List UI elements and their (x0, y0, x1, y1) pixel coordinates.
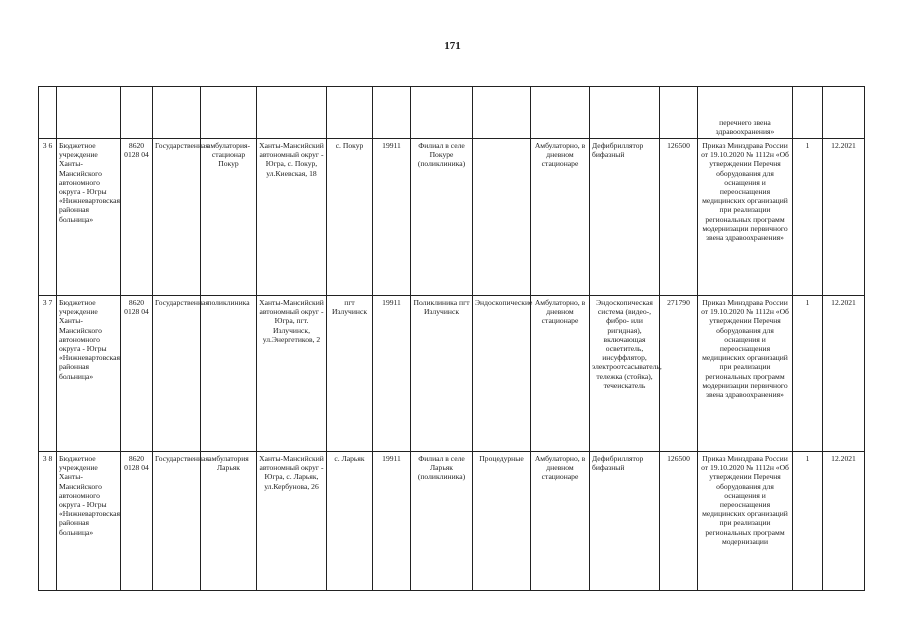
quantity-cell: 1 (793, 139, 823, 296)
cell (793, 87, 823, 139)
equipment-cell: Дефибриллятор бифазный (590, 452, 660, 591)
department-cell: Эндоскопические (473, 296, 531, 452)
basis-cell: Приказ Минздрава России от 19.10.2020 № 1112н «Об утверждении Перечня оборудования для оснащения и переоснащения медицинских организаций при реализации региональных программ модернизации первичного звена здравоохранения» (698, 139, 793, 296)
cell (411, 87, 473, 139)
cell (473, 87, 531, 139)
basis-cell: Приказ Минздрава России от 19.10.2020 № 1112н «Об утверждении Перечня оборудования для оснащения и переоснащения медицинских организаций при реализации региональных программ модернизации (698, 452, 793, 591)
cell (121, 87, 153, 139)
price-cell: 271790 (660, 296, 698, 452)
code-cell: 8620 0128 04 (121, 296, 153, 452)
cell (201, 87, 257, 139)
cell (57, 87, 121, 139)
page-number: 171 (444, 40, 461, 52)
facility-cell: амбулатория Ларьяк (201, 452, 257, 591)
address-cell: Ханты-Мансийский автономный округ - Югра, с. Покур, ул.Киевская, 18 (257, 139, 327, 296)
address-cell: Ханты-Мансийский автономный округ - Югра, с. Ларьяк, ул.Кербунова, 26 (257, 452, 327, 591)
table-row (39, 452, 865, 591)
price-cell: 126500 (660, 139, 698, 296)
facility-cell: поликлиника (201, 296, 257, 452)
year-cell: 19911 (373, 296, 411, 452)
cell (531, 87, 590, 139)
settlement-cell: с. Покур (327, 139, 373, 296)
basis-continuation-cell: перечнего звена здравоохранения» (698, 87, 793, 139)
facility-cell: амбулатория-стационар Покур (201, 139, 257, 296)
institution-cell: Бюджетное учреждение Ханты-Мансийского автономного округа - Югры «Нижневартовская районная больница» (57, 452, 121, 591)
table-row (39, 296, 865, 452)
cell (373, 87, 411, 139)
settlement-cell: с. Ларьяк (327, 452, 373, 591)
ownership-cell: Государственная (153, 296, 201, 452)
address-cell: Ханты-Мансийский автономный округ - Югра, пгт. Излучинск, ул.Энергетиков, 2 (257, 296, 327, 452)
equipment-cell: Эндоскопическая система (видео-, фибро- или ригидная), включающая осветитель, инсуффлятор, электроотсасыватель, тележка (стойка), течеискатель (590, 296, 660, 452)
institution-cell: Бюджетное учреждение Ханты-Мансийского автономного округа - Югры «Нижневартовская районная больница» (57, 139, 121, 296)
date-cell: 12.2021 (823, 452, 865, 591)
unit-cell: Филиал в селе Ларьяк (поликлиника) (411, 452, 473, 591)
ownership-cell: Государственная (153, 452, 201, 591)
cell (153, 87, 201, 139)
cell (257, 87, 327, 139)
quantity-cell: 1 (793, 452, 823, 591)
quantity-cell: 1 (793, 296, 823, 452)
unit-cell: Филиал в селе Покуре (поликлиника) (411, 139, 473, 296)
care-form-cell: Амбулаторно, в дневном стационаре (531, 296, 590, 452)
table-row-continuation (39, 87, 865, 139)
department-cell (473, 139, 531, 296)
ownership-cell: Государственная (153, 139, 201, 296)
department-cell: Процедурные (473, 452, 531, 591)
cell (823, 87, 865, 139)
equipment-table (38, 86, 865, 591)
settlement-cell: пгт Излучинск (327, 296, 373, 452)
care-form-cell: Амбулаторно, в дневном стационаре (531, 139, 590, 296)
row-number: 3 7 (39, 296, 57, 452)
price-cell: 126500 (660, 452, 698, 591)
year-cell: 19911 (373, 139, 411, 296)
code-cell: 8620 0128 04 (121, 452, 153, 591)
date-cell: 12.2021 (823, 139, 865, 296)
cell (39, 87, 57, 139)
unit-cell: Поликлиника пгт Излучинск (411, 296, 473, 452)
date-cell: 12.2021 (823, 296, 865, 452)
care-form-cell: Амбулаторно, в дневном стационаре (531, 452, 590, 591)
row-number: 3 8 (39, 452, 57, 591)
basis-cell: Приказ Минздрава России от 19.10.2020 № 1112н «Об утверждении Перечня оборудования для оснащения и переоснащения медицинских организаций при реализации региональных программ модернизации первичного звена здравоохранения» (698, 296, 793, 452)
row-number: 3 6 (39, 139, 57, 296)
cell (660, 87, 698, 139)
equipment-cell: Дефибриллятор бифазный (590, 139, 660, 296)
year-cell: 19911 (373, 452, 411, 591)
cell (590, 87, 660, 139)
cell (327, 87, 373, 139)
table-row (39, 139, 865, 296)
code-cell: 8620 0128 04 (121, 139, 153, 296)
institution-cell: Бюджетное учреждение Ханты-Мансийского автономного округа - Югры «Нижневартовская районная больница» (57, 296, 121, 452)
